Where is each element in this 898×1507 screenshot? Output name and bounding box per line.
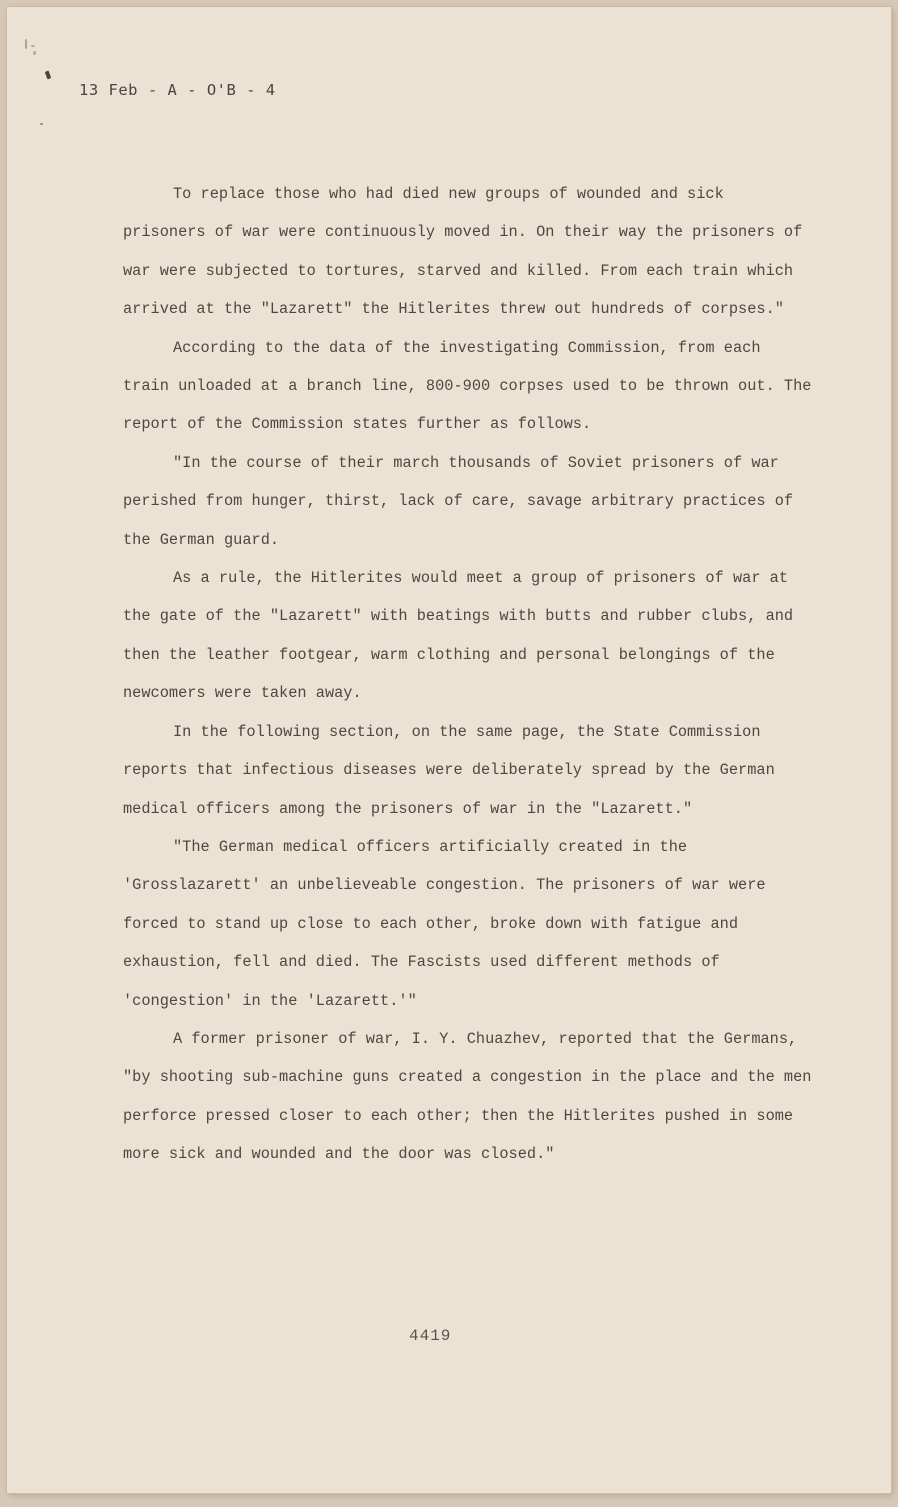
page-number: 4419 — [409, 1327, 452, 1345]
document-reference-header: 13 Feb - A - O'B - 4 — [79, 81, 276, 99]
paragraph: In the following section, on the same page, the State Commission reports that infectious diseases were deliberately spread by the German medical officers among the prisoners of war in the "Lazarett." — [123, 722, 775, 818]
paragraph: To replace those who had died new groups of wounded and sick prisoners of war were continuously moved in. On their way the prisoners of war were subjected to tortures, starved and killed. From each train which arrived at the "Lazarett" the Hitlerites threw out hundreds of corpses." — [123, 185, 803, 319]
margin-marks — [21, 37, 41, 137]
paragraph: "The German medical officers artificially created in the 'Grosslazarett' an unbelieveable congestion. The prisoners of war were forced to stand up close to each other, broke down with fatigue and exhaustion, fell and died. The Fascists used different methods of 'congestion' in the 'Lazarett.'" — [123, 837, 766, 1010]
document-page — [7, 7, 891, 1493]
paragraph: As a rule, the Hitlerites would meet a group of prisoners of war at the gate of the "Lazarett" with beatings with butts and rubber clubs, and then the leather footgear, warm clothing and personal belongings of the newcomers were taken away. — [123, 569, 794, 703]
paragraph: "In the course of their march thousands of Soviet prisoners of war perished from hunger, thirst, lack of care, savage arbitrary practices of the German guard. — [123, 453, 794, 549]
document-body — [123, 175, 813, 1174]
paragraph: According to the data of the investigating Commission, from each train unloaded at a branch line, 800-900 corpses used to be thrown out. The report of the Commission states further as follows. — [123, 338, 812, 434]
paragraph: A former prisoner of war, I. Y. Chuazhev, reported that the Germans, "by shooting sub-machine guns created a congestion in the place and the men perforce pressed closer to each other; then the Hitlerites pushed in some more sick and wounded and the door was closed." — [123, 1029, 812, 1164]
